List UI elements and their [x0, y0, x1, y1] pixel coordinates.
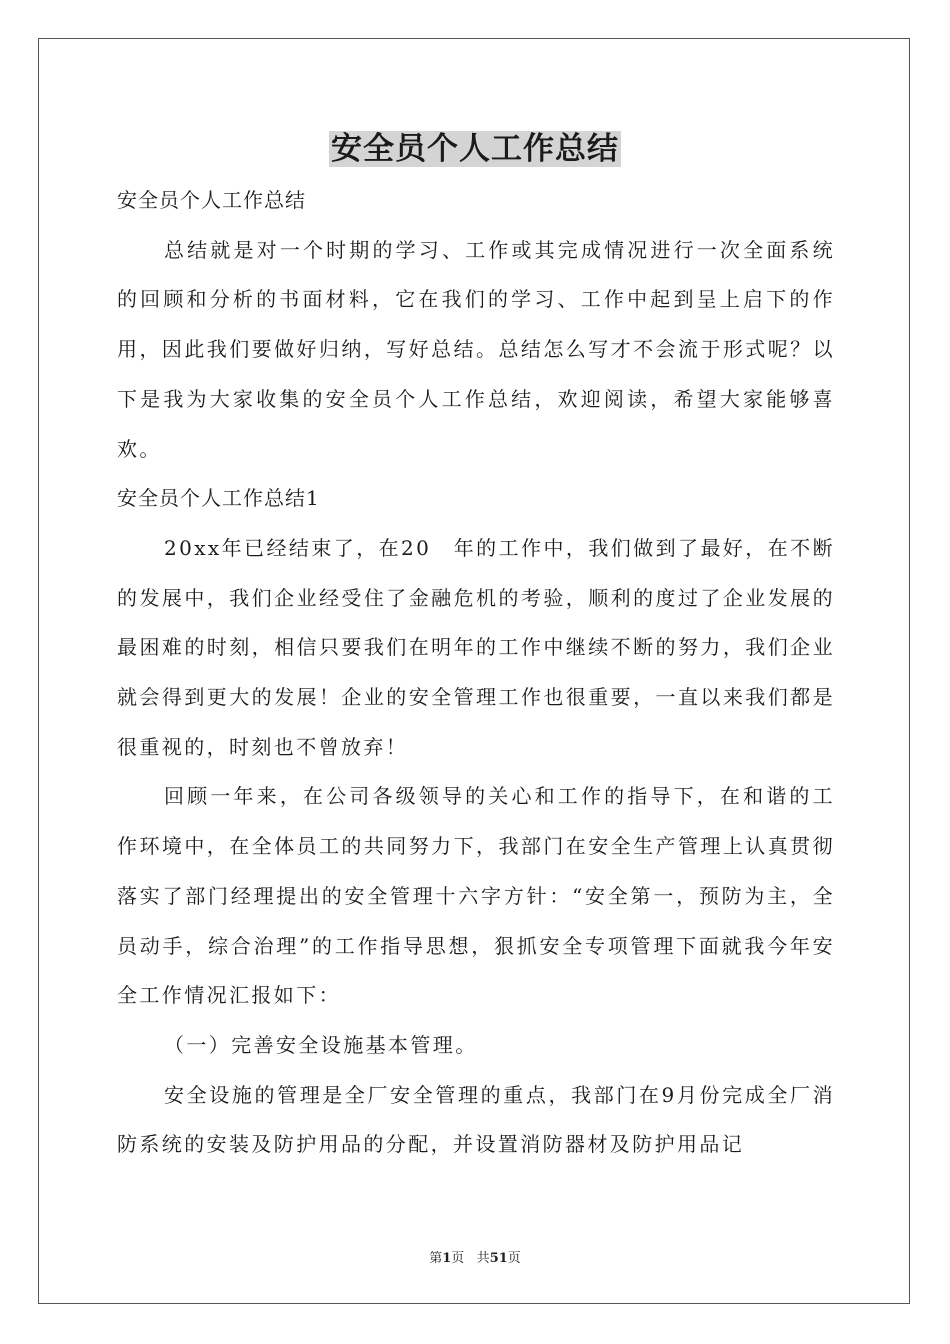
total-suffix: 页: [507, 1251, 521, 1266]
document-body: [117, 176, 835, 1170]
body-paragraph: 20xx年已经结束了，在20 年的工作中，我们做到了最好，在不断的发展中，我们企业经受住了金融危机的考验，顺利的度过了企业发展的最困难的时刻，相信只要我们在明年的工作中继续不断的努力，我们企业就会得到更大的发展！企业的安全管理工作也很重要，一直以来我们都是很重视的，时刻也不曾放弃！: [117, 535, 835, 759]
document-title: [0, 124, 950, 174]
total-pages: 51: [489, 1251, 508, 1266]
page-number: 1: [442, 1251, 452, 1266]
total-prefix: 共: [476, 1251, 490, 1266]
body-paragraph: 回顾一年来，在公司各级领导的关心和工作的指导下，在和谐的工作环境中，在全体员工的共同努力下，我部门在安全生产管理上认真贯彻落实了部门经理提出的安全管理十六字方针：“安全第一，预防为主，全员动手，综合治理”的工作指导思想，狠抓安全专项管理下面就我今年安全工作情况汇报如下：: [117, 784, 835, 1008]
document-title-text: 安全员个人工作总结: [331, 131, 619, 167]
page-footer: [0, 1247, 950, 1266]
body-paragraph: 安全设施的管理是全厂安全管理的重点，我部门在9月份完成全厂消防系统的安装及防护用品的分配，并设置消防器材及防护用品记: [117, 1082, 835, 1157]
page-suffix: 页: [451, 1251, 465, 1266]
body-paragraph: 总结就是对一个时期的学习、工作或其完成情况进行一次全面系统的回顾和分析的书面材料，它在我们的学习、工作中起到呈上启下的作用，因此我们要做好归纳，写好总结。总结怎么写才不会流于形式呢？以下是我为大家收集的安全员个人工作总结，欢迎阅读，希望大家能够喜欢。: [117, 237, 835, 461]
body-paragraph: （一）完善安全设施基本管理。: [164, 1032, 478, 1057]
page-prefix: 第: [429, 1251, 443, 1266]
section-heading: 安全员个人工作总结: [117, 188, 306, 212]
section-heading: 安全员个人工作总结1: [117, 486, 320, 511]
